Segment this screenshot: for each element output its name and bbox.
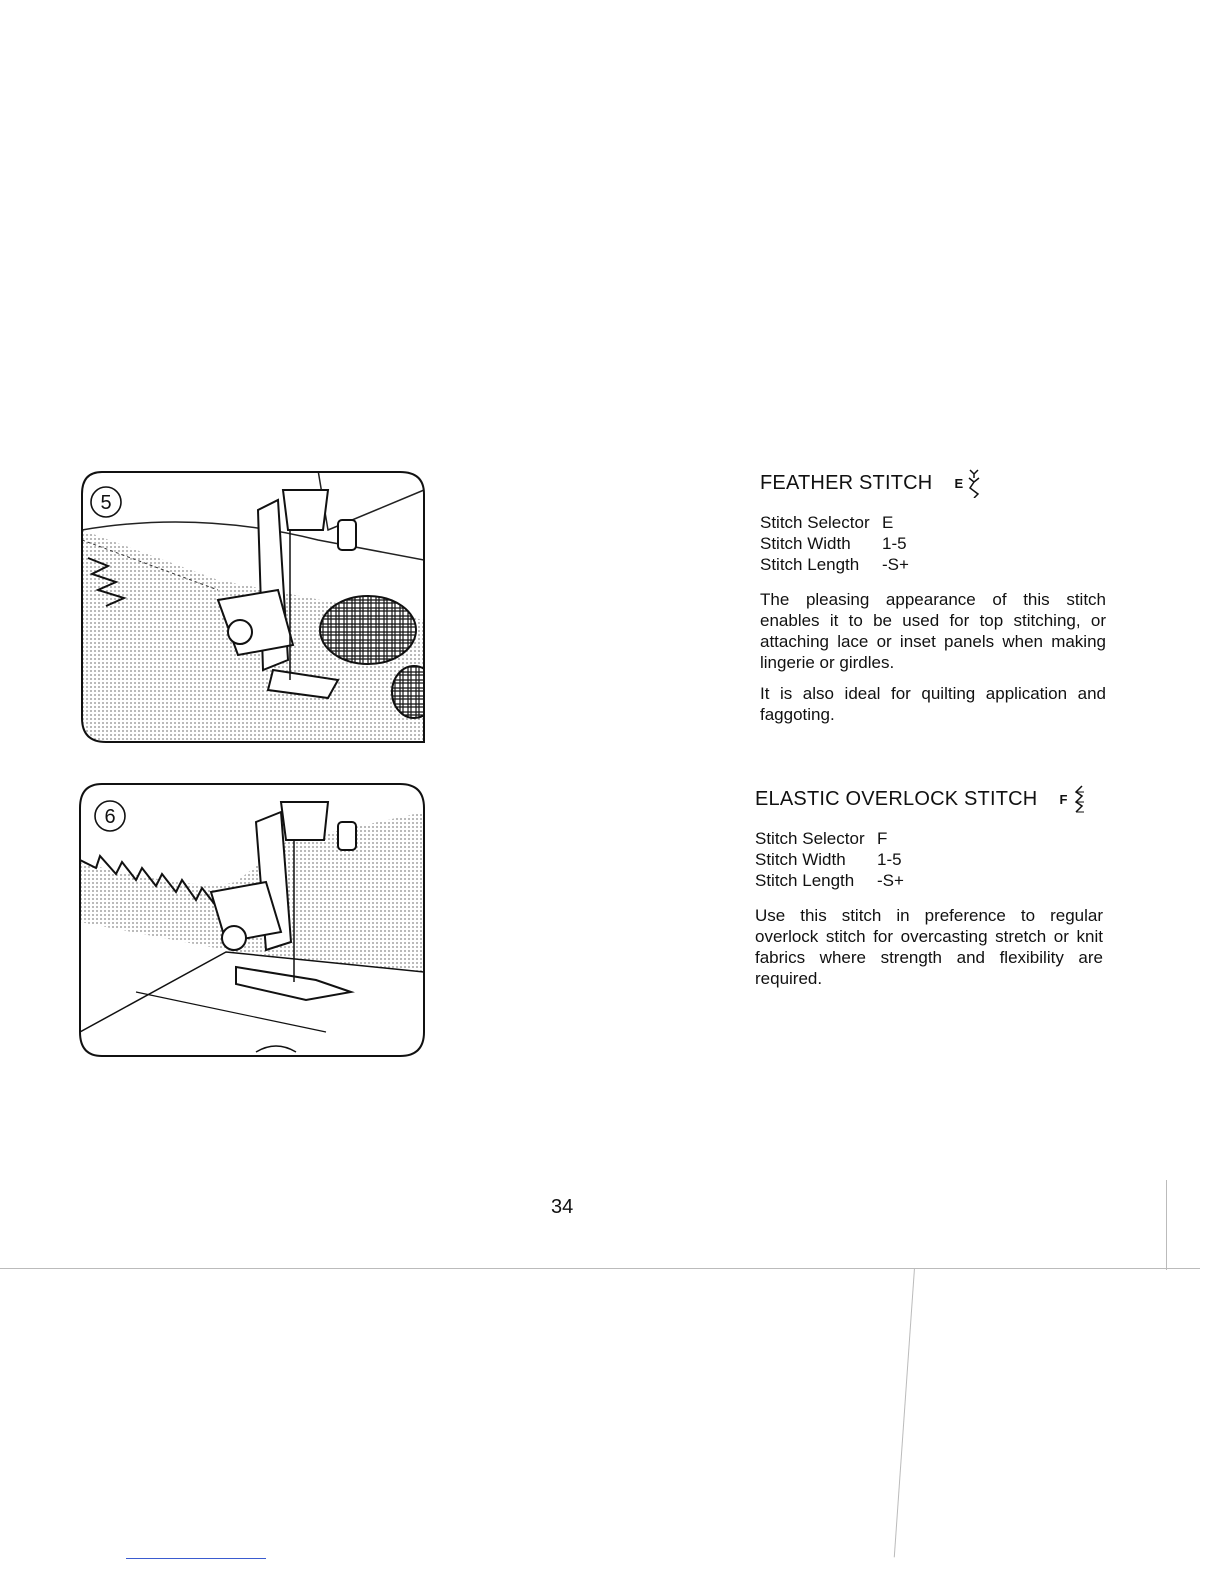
page-number: 34 xyxy=(551,1196,574,1218)
setting-row xyxy=(760,512,1106,533)
setting-value: 1-5 xyxy=(882,534,907,553)
setting-value: E xyxy=(882,513,894,532)
elastic-overlock-stitch-icon xyxy=(1072,784,1086,814)
setting-row xyxy=(755,870,1103,891)
setting-value: -S+ xyxy=(877,871,904,890)
scan-artifact-line xyxy=(894,1268,915,1557)
section-title-text: ELASTIC OVERLOCK STITCH xyxy=(755,787,1038,810)
setting-value: 1-5 xyxy=(877,850,902,869)
figure-number: 5 xyxy=(100,492,112,514)
stitch-settings xyxy=(760,512,1106,575)
setting-key: Stitch Length xyxy=(755,871,855,890)
setting-row xyxy=(755,828,1103,849)
feather-stitch-icon xyxy=(967,468,981,498)
section-title xyxy=(760,468,1106,498)
scan-artifact-line xyxy=(0,1268,1200,1269)
setting-row xyxy=(760,554,1106,575)
section-title xyxy=(755,784,1103,814)
section-paragraph: It is also ideal for quilting application and faggoting. xyxy=(760,684,1106,724)
setting-key: Stitch Selector xyxy=(760,513,870,532)
section-paragraph: Use this stitch in preference to regular overlock stitch for overcasting stretch or knit fabrics where strength and flexibility are required. xyxy=(755,906,1103,988)
section-paragraph: The pleasing appearance of this stitch enables it to be used for top stitching, or attaching lace or inset panels when making lingerie or girdles. xyxy=(760,590,1106,672)
setting-key: Stitch Width xyxy=(760,534,851,553)
setting-value: -S+ xyxy=(882,555,909,574)
illustration-feather-stitch xyxy=(78,470,426,746)
setting-row xyxy=(755,849,1103,870)
setting-value: F xyxy=(877,829,888,848)
illustration-elastic-overlock-stitch xyxy=(76,782,426,1060)
stitch-letter: E xyxy=(954,475,964,491)
scan-artifact-line xyxy=(1166,1180,1167,1270)
elastic-overlock-stitch-section xyxy=(755,784,1103,999)
setting-key: Stitch Selector xyxy=(755,829,865,848)
setting-key: Stitch Length xyxy=(760,555,860,574)
stitch-letter: F xyxy=(1059,791,1068,807)
setting-row xyxy=(760,533,1106,554)
setting-key: Stitch Width xyxy=(755,850,846,869)
figure-number: 6 xyxy=(104,806,116,828)
scan-artifact-line xyxy=(126,1558,266,1559)
stitch-settings xyxy=(755,828,1103,891)
feather-stitch-section xyxy=(760,468,1106,735)
section-title-text: FEATHER STITCH xyxy=(760,471,933,494)
